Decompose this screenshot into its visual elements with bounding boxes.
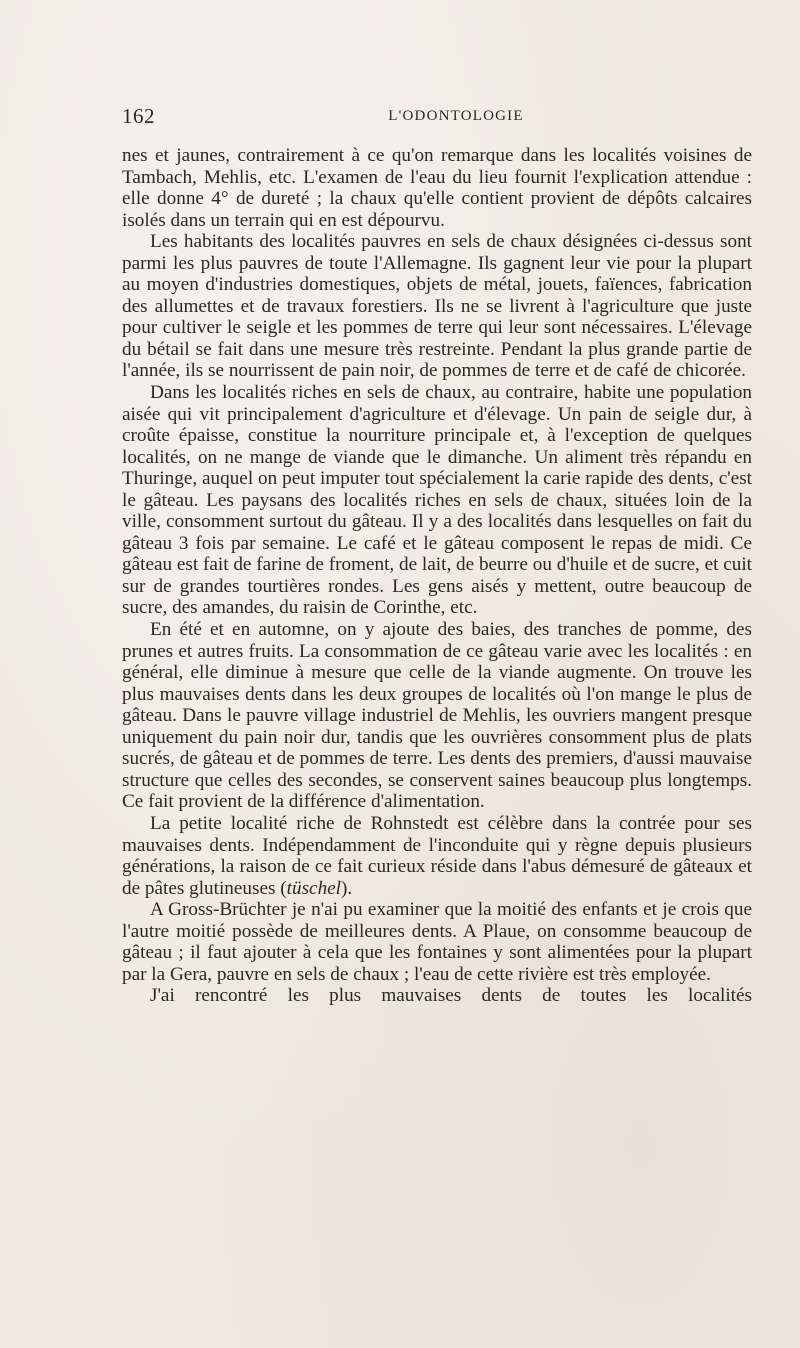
paragraph-5-end: ). xyxy=(341,877,353,899)
paragraph-3: Dans les localités riches en sels de chaux, au contraire, habite une population aisée qui vit principalement d'agriculture et d'élevage. Un pain de seigle dur, à croûte épaisse, constitue la nourriture principale et, à l'exception de quelques localités, on ne mange de viande que le dimanche. Un aliment très répandu en Thuringe, auquel on peut imputer tout spécialement la carie rapide des dents, c'est le gâteau. Les paysans des localités riches en sels de chaux, situées loin de la ville, consomment surtout du gâteau. Il y a des localités dans lesquelles on fait du gâteau 3 fois par semaine. Le café et le gâteau composent le repas de midi. Ce gâteau est fait de farine de froment, de lait, de beurre ou d'huile et de sucre, et cuit sur de grandes tourtières rondes. Les gens aisés y mettent, outre beaucoup de sucre, des amandes, du raisin de Corinthe, etc. xyxy=(122,382,752,619)
paragraph-5-text: La petite localité riche de Rohnstedt est célèbre dans la contrée pour ses mauvaises dents. Indépendamment de l'inconduite qui y règne depuis plusieurs générations, la raison de ce fait curieux réside dans l'abus démesuré de gâteaux et de pâtes glutineuses ( xyxy=(122,812,752,899)
running-title: L'ODONTOLOGIE xyxy=(388,108,524,124)
page-number: 162 xyxy=(122,104,155,128)
paragraph-2: Les habitants des localités pauvres en sels de chaux désignées ci-dessus sont parmi les plus pauvres de toute l'Allemagne. Ils gagnent leur vie pour la plupart au moyen d'industries domestiques, objets de métal, jouets, faïences, fabrication des allumettes et de travaux forestiers. Ils ne se livrent à l'agriculture que juste pour cultiver le seigle et les pommes de terre qui leur sont nécessaires. L'élevage du bétail se fait dans une mesure très restreinte. Pendant la plus grande partie de l'année, ils se nourrissent de pain noir, de pommes de terre et de café de chicorée. xyxy=(122,231,752,382)
paragraph-5 xyxy=(122,813,752,899)
paragraph-4: En été et en automne, on y ajoute des baies, des tranches de pomme, des prunes et autres fruits. La consommation de ce gâteau varie avec les localités : en général, elle diminue à mesure que celle de la viande augmente. On trouve les plus mauvaises dents dans les deux groupes de localités où l'on mange le plus de gâteau. Dans le pauvre village industriel de Mehlis, les ouvriers mangent presque uniquement du pain noir dur, tandis que les ouvrières consomment plus de plats sucrés, de gâteau et de pommes de terre. Les dents des premiers, d'aussi mauvaise structure que celles des secondes, se conservent saines beaucoup plus longtemps. Ce fait provient de la différence d'alimentation. xyxy=(122,619,752,813)
paragraph-1: nes et jaunes, contrairement à ce qu'on remarque dans les localités voisines de Tambach, Mehlis, etc. L'examen de l'eau du lieu fournit l'explication attendue : elle donne 4° de dureté ; la chaux qu'elle contient provient de dépôts calcaires isolés dans un terrain qui en est dépourvu. xyxy=(122,145,752,231)
page-header xyxy=(122,104,752,134)
paragraph-7: J'ai rencontré les plus mauvaises dents de toutes les localités xyxy=(150,985,752,1007)
italic-term: tüschel xyxy=(286,877,342,899)
paragraph-6: A Gross-Brüchter je n'ai pu examiner que la moitié des enfants et je crois que l'autre moitié possède de meilleures dents. A Plaue, on consomme beaucoup de gâteau ; il faut ajouter à cela que les fontaines y sont alimentées pour la plupart par la Gera, pauvre en sels de chaux ; l'eau de cette rivière est très employée. xyxy=(122,899,752,985)
body-text xyxy=(122,145,752,1007)
